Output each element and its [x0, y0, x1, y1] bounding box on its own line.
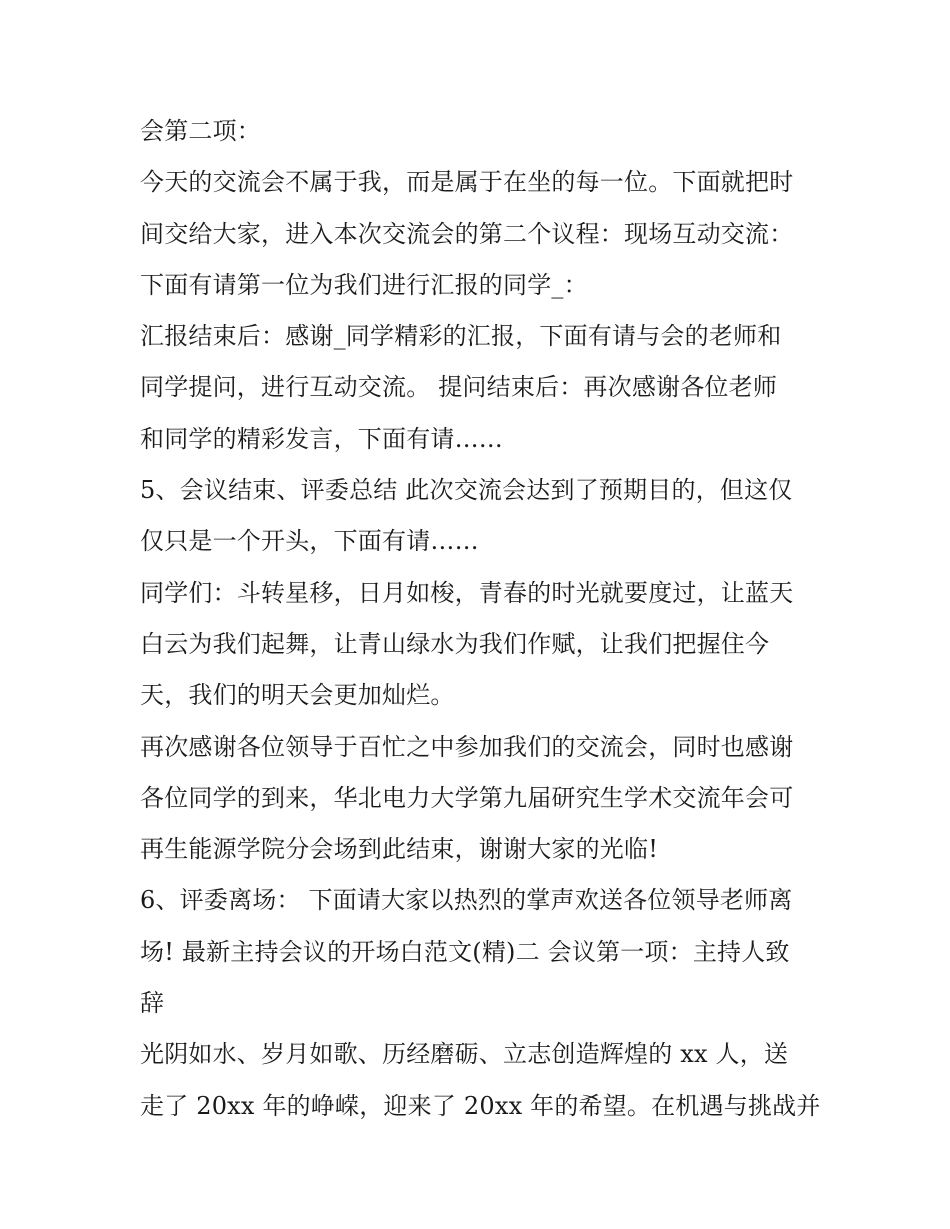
text-line: 汇报结束后：感谢_同学精彩的汇报，下面有请与会的老师和 — [140, 322, 782, 351]
text-line: 辞 — [140, 989, 165, 1018]
text-line: 同学们：斗转星移，日月如梭，青春的时光就要度过，让蓝天 — [140, 578, 794, 607]
text-line: 白云为我们起舞，让青山绿水为我们作赋，让我们把握住今 — [140, 629, 770, 658]
text-line: 再生能源学院分会场到此结束，谢谢大家的光临! — [140, 835, 659, 864]
text-line: 会第二项： — [140, 117, 261, 145]
text-line: 走了 20xx 年的峥嵘，迎来了 20xx 年的希望。在机遇与挑战并 — [140, 1091, 821, 1120]
document-body — [140, 106, 830, 1132]
text-line: 天，我们的明天会更加灿烂。 — [140, 681, 455, 710]
text-line: 间交给大家，进入本次交流会的第二个议程：现场互动交流： — [140, 219, 794, 248]
text-line: 同学提问，进行互动交流。 提问结束后：再次感谢各位老师 — [140, 373, 778, 402]
text-line: 今天的交流会不属于我，而是属于在坐的每一位。下面就把时 — [140, 168, 794, 197]
text-line: 光阴如水、岁月如歌、历经磨砺、立志创造辉煌的 xx 人，送 — [140, 1040, 789, 1069]
text-line: 和同学的精彩发言，下面有请…… — [140, 424, 503, 453]
text-line: 下面有请第一位为我们进行汇报的同学_： — [140, 270, 588, 299]
text-line: 场! 最新主持会议的开场白范文(精)二 会议第一项：主持人致 — [140, 937, 790, 966]
text-line: 6、评委离场： 下面请大家以热烈的掌声欢送各位领导老师离 — [140, 886, 793, 915]
text-line: 仅只是一个开头，下面有请…… — [140, 527, 479, 556]
text-line: 各位同学的到来，华北电力大学第九届研究生学术交流年会可 — [140, 783, 794, 812]
text-line: 5、会议结束、评委总结 此次交流会达到了预期目的，但这仅 — [140, 476, 793, 505]
text-line: 再次感谢各位领导于百忙之中参加我们的交流会，同时也感谢 — [140, 732, 794, 761]
